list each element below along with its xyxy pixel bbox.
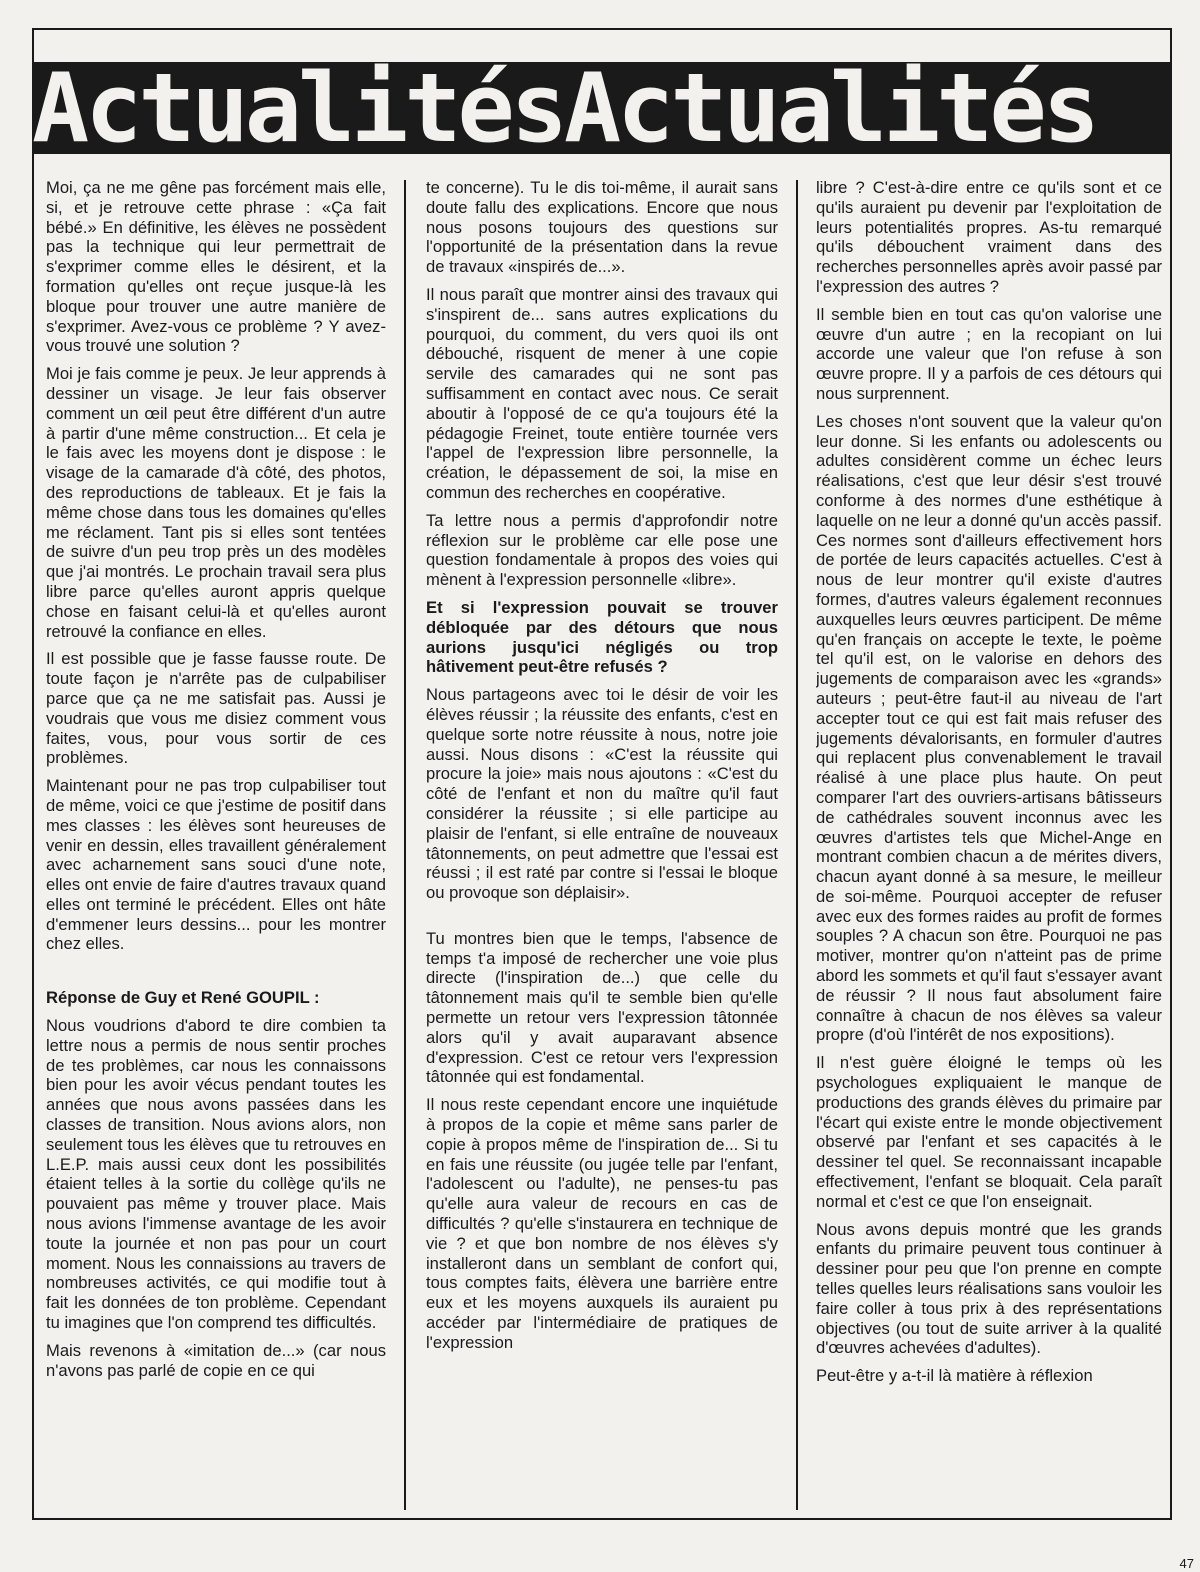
reply-heading: Réponse de Guy et René GOUPIL : [46,988,320,1008]
paragraph: Il est possible que je fasse fausse route. De toute façon je n'arrête pas de culpabiliser parce que ça ne me satisfait pas. Aussi je voudrais que vous me disiez comment vous faites, vous, pour vous sortir de ces problèmes. [46,649,386,768]
paragraph: Tu montres bien que le temps, l'absence de temps t'a imposé de rechercher une voie plus directe (l'inspiration de...) que celle du tâtonnement mais qu'il te semble bien qu'elle permette un retour vers l'expression tâtonnée alors qu'il y avait auparavant absence d'expression. C'est ce retour vers l'expression tâtonnée qui est fondamental. [426,928,778,1087]
paragraph: Il n'est guère éloigné le temps où les psychologues expliquaient le manque de productions des grands élèves du primaire par l'écart qui existe entre le monde objectivement observé par l'enfant et ses capacités à le dessiner tel quel. Se reconnaissant incapable effectivement, l'enfant se bloquait. Cela paraît normal et c'est ce que l'on enseignait. [816,1053,1162,1211]
column-3 [816,178,1162,1518]
paragraph: Nous voudrions d'abord te dire combien ta lettre nous a permis de nous sentir proches de tes problèmes, car nous les connaissons bien pour les avoir vécus pendant toutes les années que nous avons passées dans les classes de transition. Nous avions alors, non seulement tous les élèves que tu retrouves en L.E.P. mais aussi ceux dont les possibilités étaient telles à la sortie du collège qu'ils ne pouvaient pas même y trouver place. Mais nous avions l'immense avantage de les avoir toute la journée et non pas pour un court moment. Nous les connaissions au travers de nombreuses activités, ce qui modifie tout à fait les données de ton problème. Cependant tu imagines que l'on comprend tes difficultés. [46,1016,386,1333]
column-rule [796,180,798,1510]
paragraph: Il nous reste cependant encore une inquiétude à propos de la copie et même sans parler de copie à propos même de l'inspiration de... Si tu en fais une réussite (ou jugée telle par l'enfant, l'adolescent ou l'adulte), ne penses-tu pas qu'elle aura valeur de recours en cas de difficultés ? qu'elle s'instaurera en technique de vie ? et que bon nombre de nos élèves s'y installeront dans un semblant de confort qui, tous comptes faits, élèvera une barrière entre eux et les moyens auxquels ils auraient pu accéder par l'intermédiaire de pratiques de l'expression [426,1095,778,1352]
paragraph: Ta lettre nous a permis d'approfondir notre réflexion sur le problème car elle pose une question fondamentale à propos des voies qui mènent à l'expression personnelle «libre». [426,510,778,590]
column-1 [46,178,386,1518]
paragraph: Moi je fais comme je peux. Je leur apprends à dessiner un visage. Je leur fais observer comment un œil peut être différent d'un autre à partir d'une même construction... Et cela je le fais avec les moyens dont je dispose : le visage de la camarade d'à côté, des photos, des reproductions de tableaux. Et je fais la même chose dans tous les domaines qu'elles me réclament. Tant pis si elles sont tentées de suivre d'un peu trop près un des modèles que j'ai montrés. Le prochain travail sera plus libre parce qu'elles auront appris quelque chose en faisant celui-là et qu'elles auront retrouvé la confiance en elles. [46,364,386,641]
paragraph: Il semble bien en tout cas qu'on valorise une œuvre d'un autre ; en la recopiant on lui accorde une valeur que l'on refuse à son œuvre propre. Il y a parfois de ces détours qui nous surprennent. [816,304,1162,403]
bold-question: Et si l'expression pouvait se trouver débloquée par des détours que nous aurions jusqu'ici négligés ou trop hâtivement peut-être refusés ? [426,597,778,677]
paragraph: Les choses n'ont souvent que la valeur qu'on leur donne. Si les enfants ou adolescents ou adultes considèrent comme un échec leurs réalisations, c'est que leur désir s'est trouvé conforme à des normes d'une esthétique à laquelle on ne leur a donné qu'un accès passif. Ces normes sont d'ailleurs effectivement hors de portée de leurs capacités actuelles. C'est à nous de leur montrer qu'il existe d'autres formes, d'autres valeurs également reconnues auxquelles leurs œuvres participent. De même qu'en français on accepte le texte, le poème tel qu'il est, on le valorise en dehors des jugements de comparaison avec les «grands» auteurs ; peut-être faut-il au niveau de l'art accepter tout ce qui est fait mais refuser des jugements dévalorisants, en formuler d'autres qui replacent plus convenablement le travail réalisé à une place plus haute. On peut comparer l'art des ouvriers-artisans bâtisseurs de cathédrales souvent inconnus avec les œuvres d'artistes tels que Michel-Ange en montrant combien chacun a de mérites divers, chacun ayant donné à sa mesure, le meilleur de soi-même. Pourquoi accepter de refuser avec eux des formes raides au profit de formes souples ? A chacun son être. Pourquoi ne pas motiver, montrer qu'on n'atteint pas de prime abord les sommets et qu'il faut s'essayer avant de réussir ? Il nous faut absolument faire connaître à chacun de nos élèves sa valeur propre (d'où l'intérêt de nos expositions). [816,411,1162,1045]
column-2 [426,178,778,1518]
column-rule [404,180,406,1510]
paragraph: Maintenant pour ne pas trop culpabiliser tout de même, voici ce que j'estime de positif dans mes classes : les élèves sont heureuses de venir en dessin, elles travaillent généralement avec acharnement sans souci d'une note, elles ont envie de faire d'autres travaux quand elles ont terminé le précédent. Elles ont hâte d'emmener leurs dessins... pour les montrer chez elles. [46,776,386,954]
banner-title: ActualitésActualités [32,62,1096,154]
paragraph: Moi, ça ne me gêne pas forcément mais elle, si, et je retrouve cette phrase : «Ça fait bébé.» En définitive, les élèves ne possèdent pas la technique qui leur permettrait de s'exprimer comme elles le désirent, et la formation qu'elles ont reçue jusque-là les bloque pour trouver une autre manière de s'exprimer. Avez-vous ce problème ? Y avez-vous trouvé une solution ? [46,178,386,356]
paragraph: Nous partageons avec toi le désir de voir les élèves réussir ; la réussite des enfants, c'est en quelque sorte notre réussite à nous, notre joie aussi. Nous disons : «C'est la réussite qui procure la joie» mais nous ajoutons : «C'est du côté de l'enfant et non du maître qu'il faut considérer la réussite ; si elle participe au plaisir de l'enfant, si elle entraîne de nouveaux tâtonnements, on peut admettre que l'essai est réussi ; il est raté par contre si l'essai le bloque ou provoque son déplaisir». [426,685,778,903]
paragraph: libre ? C'est-à-dire entre ce qu'ils sont et ce qu'ils auraient pu devenir par l'exploitation de leurs potentialités propres. As-tu remarqué qu'ils débouchent vraiment dans des recherches personnelles après avoir passé par l'expression des autres ? [816,178,1162,296]
paragraph: Il nous paraît que montrer ainsi des travaux qui s'inspirent de... sans autres explications du pourquoi, du comment, du vers quoi ils ont débouché, risquent de mener à une copie servile des camarades qui ne sont pas suffisamment en contact avec nous. Ce serait aboutir à l'opposé de ce qu'a toujours été la pédagogie Freinet, toute entière tournée vers l'appel de l'expression libre personnelle, la création, le dépassement de soi, la mise en commun des recherches en coopérative. [426,284,778,502]
paragraph: te concerne). Tu le dis toi-même, il aurait sans doute fallu des explications. Encore que nous nous posons toujours des questions sur l'opportunité de la présentation dans la revue de travaux «inspirés de...». [426,178,778,277]
page-number: 47 [1179,1556,1194,1571]
paragraph: Peut-être y a-t-il là matière à réflexion [816,1366,1093,1386]
paragraph: Mais revenons à «imitation de...» (car nous n'avons pas parlé de copie en ce qui [46,1340,386,1380]
paragraph: Nous avons depuis montré que les grands enfants du primaire peuvent tous continuer à dessiner pour peu que l'on prenne en compte telles quelles leurs réalisations sans vouloir les faire coller à tous prix à des représentations objectives (ou tout de suite arriver à la qualité d'œuvres achevées d'adultes). [816,1219,1162,1358]
section-banner [32,62,1172,154]
